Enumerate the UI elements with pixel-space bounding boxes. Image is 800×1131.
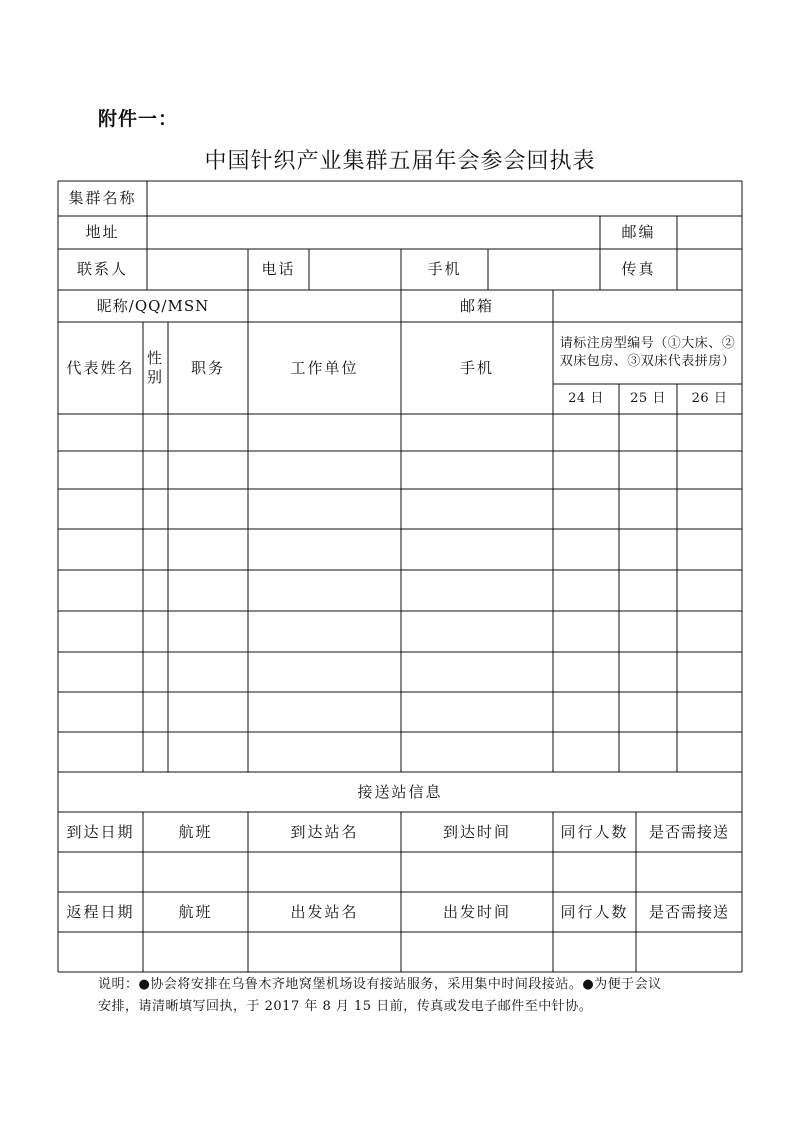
departure-station-header: 出发站名 [290,902,359,921]
arrival-time-header: 到达时间 [442,822,511,841]
footnote-line-1: 说明：●协会将安排在乌鲁木齐地窝堡机场设有接站服务，采用集中时间段接站。●为便于会议 [98,977,662,992]
attachment-label: 附件一： [98,108,179,130]
gender-header [143,322,168,414]
footnote-line-2: 安排，请清晰填写回执，于 2017 年 8 月 15 日前，传真或发电子邮件至中针协。 [98,999,593,1014]
nickname-label: 昵称/QQ/MSN [96,296,210,315]
departure-time-header: 出发时间 [442,902,511,921]
day-26-header: 26 日 [691,391,728,406]
cluster-name-label: 集群名称 [68,189,137,207]
gender-header-char-2: 别 [146,368,164,386]
return-pickup-header: 是否需接送 [648,902,729,921]
arrival-flight-header: 航班 [178,822,213,841]
day-24-header: 24 日 [568,391,604,406]
address-label: 地址 [85,223,120,241]
return-flight-header: 航班 [178,902,213,921]
arrival-date-header: 到达日期 [66,822,135,841]
day-25-header: 25 日 [630,391,666,406]
arrival-pickup-header: 是否需接送 [648,822,729,841]
fax-label: 传真 [621,260,656,278]
room-type-note: 请标注房型编号（①大床、②双床包房、③双床代表拼房） [559,336,736,369]
contact-label: 联系人 [76,260,128,278]
email-label: 邮箱 [459,296,494,315]
position-header: 职务 [190,358,225,377]
form-title: 中国针织产业集群五届年会参会回执表 [204,149,596,174]
work-unit-header: 工作单位 [290,358,359,377]
transfer-section-title: 接送站信息 [357,782,443,801]
return-companions-header: 同行人数 [560,902,629,921]
delegate-mobile-header: 手机 [459,358,494,377]
delegate-name-header: 代表姓名 [66,358,135,377]
gender-header-char-1: 性 [146,349,164,367]
footnote [98,974,708,1018]
arrival-station-header: 到达站名 [290,822,359,841]
mobile-label: 手机 [427,260,462,278]
arrival-companions-header: 同行人数 [560,822,629,841]
postcode-label: 邮编 [621,223,656,241]
phone-label: 电话 [261,260,296,278]
return-date-header: 返程日期 [66,902,135,921]
